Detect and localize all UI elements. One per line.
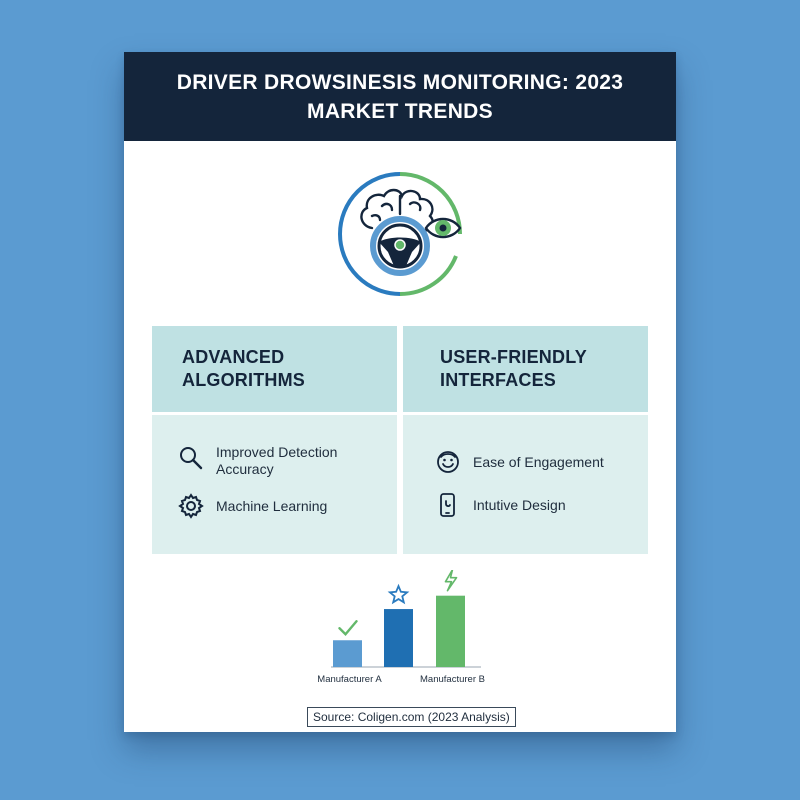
outer-ring-green-bottom bbox=[400, 256, 456, 294]
panel-heading-user-friendly bbox=[403, 326, 648, 412]
panel-heading-text: USER-FRIENDLY INTERFACES bbox=[440, 347, 587, 390]
item-label: Machine Learning bbox=[216, 498, 328, 514]
source-citation: Source: Coligen.com (2023 Analysis) bbox=[307, 707, 516, 727]
category-label: Manufacturer A bbox=[317, 674, 382, 685]
eye-icon bbox=[426, 219, 460, 237]
bar-1 bbox=[333, 640, 362, 667]
panel-heading-advanced-algorithms bbox=[152, 326, 397, 412]
header-banner bbox=[124, 52, 676, 141]
steering-wheel-icon bbox=[373, 219, 427, 273]
star-icon bbox=[390, 586, 407, 602]
infographic-poster bbox=[124, 52, 676, 732]
panel-body-advanced-algorithms bbox=[152, 415, 397, 554]
panel-body-user-friendly bbox=[403, 415, 648, 554]
phone-touch-icon bbox=[435, 492, 461, 518]
list-item bbox=[435, 492, 566, 518]
outer-ring-blue bbox=[340, 174, 400, 294]
bar-3 bbox=[436, 596, 465, 667]
item-label: Ease of Engagement bbox=[473, 454, 604, 470]
list-item bbox=[435, 449, 604, 475]
list-item bbox=[178, 493, 327, 519]
checkmark-icon bbox=[340, 621, 357, 634]
bar-2 bbox=[384, 609, 413, 667]
lightning-icon bbox=[446, 570, 457, 591]
list-item bbox=[178, 445, 346, 478]
item-label: Improved Detection Accuracy bbox=[216, 444, 338, 477]
item-label: Intutive Design bbox=[473, 497, 566, 513]
category-label: Manufacturer B bbox=[420, 674, 485, 685]
gear-icon bbox=[178, 493, 204, 519]
smiley-face-icon bbox=[435, 449, 461, 475]
panel-heading-text: ADVANCED ALGORITHMS bbox=[182, 347, 305, 390]
page-title: DRIVER DROWSINESIS MONITORING: 2023 MARKET TRENDS bbox=[176, 70, 624, 123]
search-icon bbox=[178, 445, 204, 471]
bar-chart bbox=[309, 570, 494, 690]
logo-emblem bbox=[332, 166, 468, 302]
